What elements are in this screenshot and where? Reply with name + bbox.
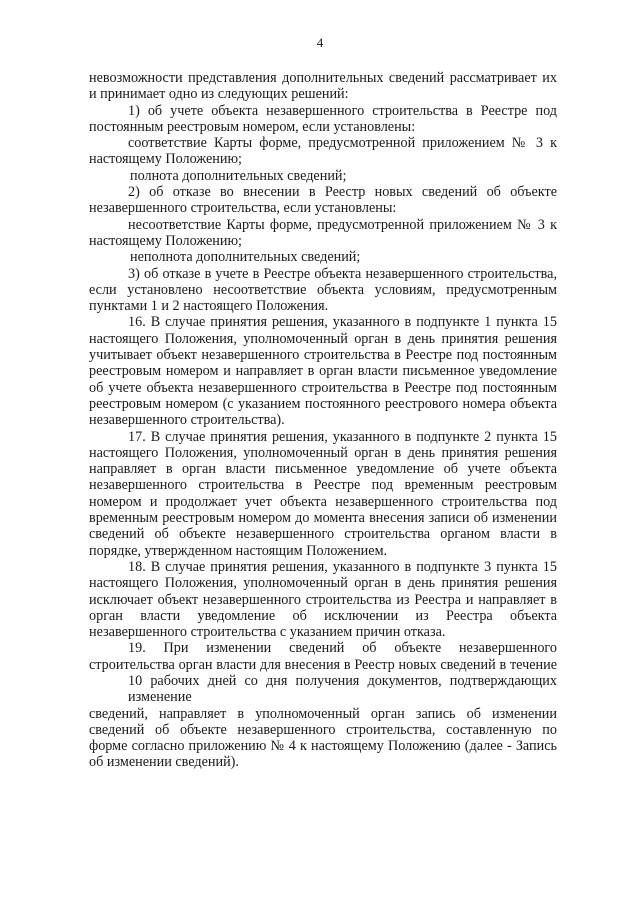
text-line: настоящему Положению;	[89, 232, 242, 249]
text-line: исключает объект незавершенного строительства из Реестра и направляет в	[89, 591, 557, 608]
text-line: незавершенного строительства, если установлены:	[89, 200, 397, 217]
text-line: временным реестровым номером до момента внесения записи об изменении	[89, 510, 557, 527]
text-line: настоящего Положения, уполномоченный орган в день принятия решения	[89, 575, 557, 592]
text-line: об изменении сведений).	[89, 754, 239, 771]
text-line: 1) об учете объекта незавершенного строительства в Реестре под	[128, 102, 557, 119]
text-line: 16. В случае принятия решения, указанного в подпункте 1 пункта 15	[128, 314, 557, 331]
page-number: 4	[316, 35, 324, 50]
text-line: строительства орган власти для внесения в Реестр новых сведений в течение	[89, 656, 557, 673]
text-line: пунктами 1 и 2 настоящего Положения.	[89, 298, 329, 315]
text-line: орган власти уведомление об исключении из Реестра объекта	[89, 607, 557, 624]
text-line: постоянным реестровым номером, если установлены:	[89, 118, 416, 135]
text-line: 17. В случае принятия решения, указанного в подпункте 2 пункта 15	[128, 428, 557, 445]
text-line: об учете объекта незавершенного строительства в Реестре под постоянным	[89, 379, 557, 396]
text-line: форме согласно приложению № 4 к настоящему Положению (далее - Запись	[89, 738, 557, 755]
text-line: незавершенного строительства в Реестре под временным реестровым	[89, 477, 557, 494]
text-line: порядке, утвержденном настоящим Положением.	[89, 542, 388, 559]
text-line: реестровым номером (с указанием постоянного реестрового номера объекта	[89, 395, 557, 412]
text-line: полнота дополнительных сведений;	[130, 167, 347, 184]
text-line: 2) об отказе во внесении в Реестр новых сведений об объекте	[128, 184, 557, 201]
text-line: 3) об отказе в учете в Реестре объекта незавершенного строительства,	[128, 265, 557, 282]
text-line: номером и продолжает учет объекта незавершенного строительства под	[89, 493, 557, 510]
text-line: сведений об объекте незавершенного строительства органом власти в	[89, 526, 557, 543]
text-line: реестровым номером и направляет в орган власти письменное уведомление	[89, 363, 557, 380]
text-line: неполнота дополнительных сведений;	[130, 249, 361, 266]
text-line: если установлено несоответствие объекта условиям, предусмотренным	[89, 281, 557, 298]
text-line: незавершенного строительства).	[89, 412, 285, 429]
text-line: несоответствие Карты форме, предусмотренной приложением № 3 к	[128, 216, 557, 233]
text-line: невозможности представления дополнительных сведений рассматривает их	[89, 70, 557, 86]
document-body	[89, 70, 557, 771]
text-line: сведений, направляет в уполномоченный орган запись об изменении	[89, 705, 557, 722]
text-line: настоящему Положению;	[89, 151, 242, 168]
text-line: 10 рабочих дней со дня получения документов, подтверждающих изменение	[128, 672, 557, 706]
text-line: и принимает одно из следующих решений:	[89, 86, 349, 103]
text-line: соответствие Карты форме, предусмотренной приложением № 3 к	[128, 135, 557, 152]
text-line: сведений об объекте незавершенного строительства, составленную по	[89, 721, 557, 738]
text-line: настоящего Положения, уполномоченный орган в день принятия решения	[89, 444, 557, 461]
text-line: 19. При изменении сведений об объекте незавершенного	[128, 640, 557, 657]
text-line: учитывает объект незавершенного строительства в Реестре под постоянным	[89, 347, 557, 364]
text-line: 18. В случае принятия решения, указанного в подпункте 3 пункта 15	[128, 558, 557, 575]
text-line: незавершенного строительства с указанием причин отказа.	[89, 624, 446, 641]
text-line: настоящего Положения, уполномоченный орган в день принятия решения	[89, 330, 557, 347]
text-line: направляет в орган власти письменное уведомление об учете объекта	[89, 461, 557, 478]
